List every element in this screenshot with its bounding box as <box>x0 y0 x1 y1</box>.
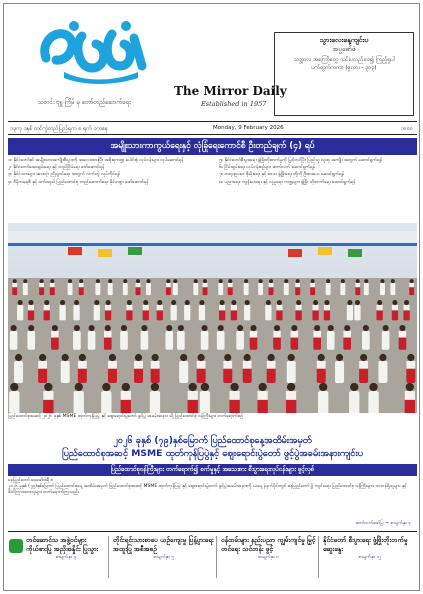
dancer-figure <box>228 279 233 295</box>
attendee-figure <box>146 279 151 295</box>
dancer-figure <box>12 279 17 295</box>
attendee-figure <box>201 325 209 350</box>
attendee-figure <box>199 300 205 320</box>
lead-headline-line-2: ပြည်ထောင်စုအဆင့် MSME ထုတ်ကုန်ပြပွဲနှင့် ဈေးရောင်းပွဲတော် ဖွင့်ပွဲအခမ်းအနားကျင်းပ <box>62 448 363 459</box>
teaser-title: တိုင်းရင်းသားစာပေ ယဉ်ကျေးမှု ပြန့်ပွားရေး အထူးပြု အစီအစဉ် <box>113 536 214 553</box>
dancer-figure <box>343 325 351 350</box>
dancer-figure <box>406 354 415 383</box>
brief-item: ၅။ နိုင်ငံတော်စီးပွားရေး ဖွံ့ဖြိုးတိုးတက်မှုကို မြှင့်တင်ပြီး ပြည်သူ လူထု အကျိုး အတွက် ဆောင်ရွက်ရန် <box>219 158 382 163</box>
attendee-figure <box>177 325 185 350</box>
dancer-figure <box>203 279 208 295</box>
dancer-figure <box>295 279 300 295</box>
promo-subtitle: အပ္ပဖော်ဖဲ <box>332 45 356 53</box>
established-line: Established in 1957 <box>201 100 267 108</box>
attendee-figure <box>236 325 244 350</box>
attendee-figure <box>150 383 160 413</box>
teaser-title: နိုင်ငံတော် စီးပွားရေး ဖွံ့ဖြိုးတိုးတက်မှု ဆွေးနွေး <box>323 536 408 553</box>
attendee-figure <box>108 279 113 295</box>
attendee-figure <box>362 325 370 350</box>
tv-channel-icon <box>9 539 23 553</box>
promo-title: သွားလေးနေ့ကျင်းပ <box>319 36 369 44</box>
dancer-figure <box>43 383 53 413</box>
dancer-figure <box>229 383 239 413</box>
attendee-figure <box>287 354 296 383</box>
attendee-figure <box>327 325 335 350</box>
attendee-figure <box>171 300 177 320</box>
attendee-figure <box>120 325 128 350</box>
dancer-figure <box>78 354 87 383</box>
teaser-page: စာမျက်နှာ ၈ <box>258 555 279 560</box>
dancer-figure <box>313 325 321 350</box>
attendee-figure <box>27 325 35 350</box>
dancer-figure <box>317 354 326 383</box>
dancer-figure <box>197 354 206 383</box>
brief-item: ၆။ ငြိမ်းချမ်းရေး လုပ်ငန်းစဉ်များ ဆက်လက် ဆောင်ရွက်ရန် <box>219 165 315 171</box>
attendee-figure <box>335 354 344 383</box>
attendee-figure <box>94 300 100 320</box>
dancer-figure <box>51 325 59 350</box>
teaser-page: စာမျက်နှာ ၅ <box>153 555 174 560</box>
dancer-figure <box>126 300 132 320</box>
newspaper-front-page <box>3 3 420 591</box>
dancer-figure <box>269 279 274 295</box>
dancer-figure <box>243 354 252 383</box>
brief-item: ၁။ နိုင်ငံတော်၏ အမျိုးသားအကျိုးစီးပွားကို အလေးထားပြီး အစိုးရကဏ္ဍ ပေါင်းစုံ လုပ်ငန်းများ လုပ်ဆောင်ရန် <box>8 158 184 163</box>
attendee-figure <box>368 383 378 413</box>
lead-subhead-bar: ပြည်ထောင်စုဝန်ကြီးများ တက်ရောက်၍ စက်မှုနှင့် အသေးစား စီးပွားရေးလုပ်ငန်းများ ဖွင့်လှစ် <box>8 464 417 476</box>
dancer-figure <box>28 300 34 320</box>
brief-item: ၃။ နိုင်ငံသားများ အားလုံး ညီညွတ်ရေး အတွက် လက်တွဲ လုပ်ကိုင်ရန် <box>8 172 120 178</box>
dancer-figure <box>250 325 258 350</box>
attendee-figure <box>141 325 149 350</box>
attendee-figure <box>17 300 23 320</box>
dateline-bar <box>8 121 417 135</box>
dancer-figure <box>50 279 55 295</box>
dancer-figure <box>403 300 409 320</box>
attendee-figure <box>165 325 173 350</box>
attendee-figure <box>74 383 84 413</box>
dancer-figure <box>295 300 301 320</box>
brief-column-right <box>219 158 417 187</box>
attendee-figure <box>382 325 390 350</box>
dancer-figure <box>134 354 143 383</box>
attendee-figure <box>284 279 289 295</box>
dancer-figure <box>44 300 50 320</box>
dancer-figure <box>188 383 198 413</box>
attendee-figure <box>123 279 128 295</box>
dancer-figure <box>104 325 112 350</box>
attendee-figure <box>10 325 18 350</box>
attendee-figure <box>354 300 360 320</box>
attendee-figure <box>218 279 223 295</box>
attendee-figure <box>347 300 353 320</box>
attendee-figure <box>217 325 225 350</box>
teaser-title: ဝန်ထမ်းများ နည်းပညာ ကျွမ်းကျင်မှု မြှင့်တင်ရေး သင်တန်း ဖွင့် <box>221 536 316 553</box>
dancer-figure <box>355 279 360 295</box>
attendee-figure <box>340 279 345 295</box>
masthead-tagline: သတင်း ဗျူ ကြိမ် မှ တော်တည်ဆောက်ရေး <box>38 99 131 106</box>
attendee-figure <box>101 383 111 413</box>
attendee-figure <box>378 354 387 383</box>
photo-caption: ပြည်ထောင်စုအဆင့် ၂၀၂၆ ခုနှစ် MSME ထုတ်ကုန်ပြပွဲ နှင့် ဈေးရောင်းပွဲတော် ဖွင့်ပွဲ အခမ်းအနား သို့ ပြည်ထောင်စု ဝန်ကြီးများ တက်ရောက်စဉ် <box>8 414 243 419</box>
teaser-item[interactable] <box>216 536 316 578</box>
lead-body-text: ၂၀၂၆ ခုနှစ် (၇၉)နှစ်မြောက် ပြည်ထောင်စုနေ့ အထိမ်းအမှတ် ပြည်ထောင်စုအဆင့် MSME ထုတ်ကုန်ပြပွဲ နှင့် ဈေးရောင်းပွဲတော် ဖွင့်ပွဲအခမ်းအနားကို ယနေ့ နံနက်ပိုင်းတွင် နေပြည်တော် ၌ ကျင်းပရာ ပြည်ထောင်စု ဝန်ကြီးများ၊ တာဝန်ရှိသူများ နှင့် ဖိတ်ကြားထားသူများ တက်ရောက်ကြသည်။ <box>8 484 407 496</box>
dancer-figure <box>392 300 398 320</box>
dancer-figure <box>409 279 414 295</box>
attendee-figure <box>364 279 369 295</box>
dateline-english-date: Monday, 9 February 2026 <box>213 125 284 131</box>
attendee-figure <box>173 279 178 295</box>
dancer-figure <box>286 383 296 413</box>
brief-item: ၇။ တရားဥပဒေ စိုးမိုးရေး နှင့် ဒေသ ဖွံ့ဖြိုးရေး တို့ကို ဦးစားပေး ဆောင်ရွက်ရန် <box>219 172 345 178</box>
dancer-figure <box>267 354 276 383</box>
attendee-figure <box>95 279 100 295</box>
lead-photo <box>8 223 417 413</box>
lead-continued-link[interactable]: ဆက်လက်ဖော်ပြ → စာမျက်နှာ ၄ <box>355 521 411 526</box>
attendee-figure <box>61 354 70 383</box>
brief-item: ၄။ ဒီမိုကရေစီ နှင့် ဖက်ဒရယ် ပြည်ထောင်စု တည်ဆောက်ရေး ခိုင်မာစွာ ဖော်ဆောင်ရန် <box>8 179 149 185</box>
lead-body <box>8 478 417 497</box>
attendee-figure <box>179 354 188 383</box>
teaser-item[interactable] <box>108 536 214 578</box>
lead-dateline: နေပြည်တော် ဖေဖော်ဝါရီ ၈ <box>8 478 54 483</box>
mirror-logo <box>34 14 154 88</box>
brief-columns <box>8 157 417 221</box>
attendee-figure <box>349 383 359 413</box>
dancer-figure <box>257 383 267 413</box>
dancer-figure <box>359 354 368 383</box>
dancer-figure <box>157 300 163 320</box>
promo-text: သဘ္ဘာလ အကြော်တွေ သင်းပလည်းလ၍ ကြည့်ရှုပါ <box>293 57 395 63</box>
dateline-price: ၁၀၀၀ <box>400 126 413 132</box>
dancer-figure <box>324 300 330 320</box>
teaser-title: တင်ဆောင်သ အဖွဲ့ဝင်များ ကိုယ်စားပြု အညှိအနှိုင်း ပြုသွား <box>26 536 99 553</box>
lead-headline-line-1: ၂၀၂၆ ခုနှစ် (၇၉)နှစ်မြောက် ပြည်ထောင်စုနေ့အထိမ်းအမှတ် <box>113 435 312 446</box>
teaser-item[interactable] <box>8 536 106 578</box>
attendee-figure <box>318 383 328 413</box>
dancer-figure <box>312 300 318 320</box>
dancer-figure <box>399 325 407 350</box>
dancer-figure <box>105 300 111 320</box>
dancer-figure <box>376 300 382 320</box>
attendee-figure <box>59 300 65 320</box>
dancer-figure <box>151 354 160 383</box>
attendee-figure <box>184 300 190 320</box>
attendee-figure <box>244 279 249 295</box>
teaser-page: စာမျက်နှာ ၁၂ <box>358 555 382 560</box>
dancer-figure <box>231 300 237 320</box>
dancer-figure <box>223 354 232 383</box>
dancer-figure <box>79 279 84 295</box>
dancer-figure <box>121 383 131 413</box>
attendee-figure <box>73 300 79 320</box>
attendee-figure <box>88 325 96 350</box>
teaser-page: စာမျက်နှာ ၃ <box>55 555 77 560</box>
attendee-figure <box>23 279 28 295</box>
dateline-myanmar: ၁၃ကု ၁နှစ် တင်ကွဲတည်ပြည်ရက ၈ ရက် ၁ကနေ <box>10 126 108 132</box>
attendee-figure <box>73 325 81 350</box>
masthead-english-title: The Mirror Daily <box>174 84 287 98</box>
brief-column-left <box>8 158 206 187</box>
attendee-figure <box>14 354 23 383</box>
mirror-logo-artwork <box>34 14 154 88</box>
lead-photo-image <box>8 223 417 413</box>
dancer-figure <box>166 279 171 295</box>
attendee-figure <box>68 279 73 295</box>
attendee-figure <box>244 300 250 320</box>
dancer-figure <box>276 300 282 320</box>
dancer-figure <box>219 300 225 320</box>
dancer-figure <box>39 279 44 295</box>
attendee-figure <box>200 383 210 413</box>
dancer-figure <box>291 325 299 350</box>
attendee-figure <box>265 300 271 320</box>
masthead <box>4 4 420 120</box>
brief-item: ၂။ နိုင်ငံတော်အေးချမ်းရေး နှင့် တည်ငြိမ်ရေး ဖော်ဆောင်ရန် <box>8 165 105 171</box>
teaser-item[interactable] <box>318 536 417 578</box>
attendee-figure <box>380 279 385 295</box>
dancer-figure <box>405 383 415 413</box>
dancer-figure <box>136 279 141 295</box>
attendee-figure <box>326 279 331 295</box>
dancer-figure <box>38 354 47 383</box>
top-banner-headline: အမျိုးသားကာကွယ်ရေးနှင့် လုံခြုံရေးကောင်စီ ဦးတည်ချက် (၄) ရပ် <box>8 138 417 155</box>
dancer-figure <box>108 354 117 383</box>
promo-box <box>274 32 414 116</box>
attendee-figure <box>193 279 198 295</box>
attendee-figure <box>9 383 19 413</box>
attendee-figure <box>258 279 263 295</box>
brief-item: ၈။ ပညာရေး၊ ကျန်းမာရေး နှင့် လူမှုရေး ကဏ္ဍများ ဖွံ့ဖြိုး တိုးတက်ရေး ဆောင်ရွက်ရန် <box>219 179 356 185</box>
dancer-figure <box>143 300 149 320</box>
dancer-figure <box>310 279 315 295</box>
teaser-strip <box>8 531 417 581</box>
dancer-figure <box>273 325 281 350</box>
attendee-figure <box>390 279 395 295</box>
promo-footer: ပက်ထွက်ကကာ (ဇူလား - ၃၀၃) <box>311 65 377 71</box>
